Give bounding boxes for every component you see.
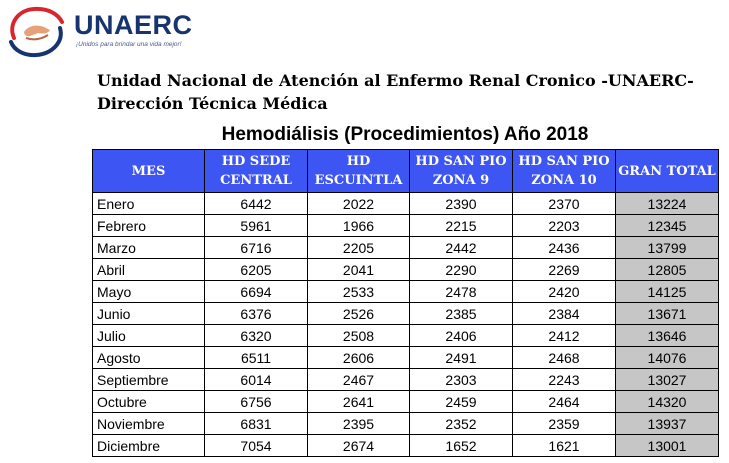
department-title: Dirección Técnica Médica <box>97 94 328 113</box>
value-cell: 6320 <box>205 325 308 347</box>
column-header-line: CENTRAL <box>220 173 292 188</box>
value-cell: 6756 <box>205 391 308 413</box>
unaerc-logo <box>4 4 194 60</box>
value-cell: 2442 <box>410 237 513 259</box>
table-row <box>93 325 719 347</box>
table-row <box>93 259 719 281</box>
month-cell: Diciembre <box>93 435 205 457</box>
value-cell: 6442 <box>205 193 308 215</box>
value-cell: 2674 <box>308 435 410 457</box>
column-header-line: ESCUINTLA <box>314 173 403 188</box>
month-cell: Agosto <box>93 347 205 369</box>
column-header-line: ZONA 10 <box>531 173 597 188</box>
value-cell: 6205 <box>205 259 308 281</box>
column-header-line: ZONA 9 <box>432 173 490 188</box>
value-cell: 1621 <box>513 435 616 457</box>
table-row <box>93 391 719 413</box>
month-cell: Julio <box>93 325 205 347</box>
total-cell: 14125 <box>616 281 719 303</box>
value-cell: 2508 <box>308 325 410 347</box>
month-cell: Febrero <box>93 215 205 237</box>
value-cell: 2436 <box>513 237 616 259</box>
month-cell: Noviembre <box>93 413 205 435</box>
hemodialysis-table <box>92 149 719 457</box>
month-cell: Marzo <box>93 237 205 259</box>
value-cell: 2526 <box>308 303 410 325</box>
value-cell: 7054 <box>205 435 308 457</box>
month-cell: Mayo <box>93 281 205 303</box>
table-row <box>93 413 719 435</box>
value-cell: 2395 <box>308 413 410 435</box>
value-cell: 2467 <box>308 369 410 391</box>
total-cell: 14320 <box>616 391 719 413</box>
value-cell: 2269 <box>513 259 616 281</box>
value-cell: 2606 <box>308 347 410 369</box>
month-cell: Enero <box>93 193 205 215</box>
value-cell: 1966 <box>308 215 410 237</box>
table-row <box>93 193 719 215</box>
value-cell: 2390 <box>410 193 513 215</box>
total-cell: 13001 <box>616 435 719 457</box>
logo-tagline: ¡Unidos para brindar una vida mejor! <box>76 41 182 48</box>
value-cell: 2641 <box>308 391 410 413</box>
value-cell: 2352 <box>410 413 513 435</box>
column-header-line: MES <box>131 163 166 179</box>
value-cell: 6716 <box>205 237 308 259</box>
total-cell: 13646 <box>616 325 719 347</box>
value-cell: 2243 <box>513 369 616 391</box>
column-header-escuintla <box>308 150 410 193</box>
value-cell: 2203 <box>513 215 616 237</box>
value-cell: 2468 <box>513 347 616 369</box>
value-cell: 2533 <box>308 281 410 303</box>
column-header-line: GRAN TOTAL <box>618 163 716 179</box>
value-cell: 2459 <box>410 391 513 413</box>
column-header-line: HD SAN PIO <box>518 154 610 169</box>
logo-wordmark: UNAERC <box>74 10 193 40</box>
table-header-row <box>93 150 719 193</box>
value-cell: 2464 <box>513 391 616 413</box>
total-cell: 13027 <box>616 369 719 391</box>
value-cell: 2290 <box>410 259 513 281</box>
value-cell: 2384 <box>513 303 616 325</box>
column-header-zona-9 <box>410 150 513 193</box>
column-header-line: HD SAN PIO <box>415 154 507 169</box>
month-cell: Abril <box>93 259 205 281</box>
value-cell: 2412 <box>513 325 616 347</box>
table-row <box>93 215 719 237</box>
total-cell: 13937 <box>616 413 719 435</box>
column-header-line: HD <box>346 154 371 169</box>
value-cell: 6014 <box>205 369 308 391</box>
kidney-hands-icon <box>4 4 68 60</box>
value-cell: 2370 <box>513 193 616 215</box>
total-cell: 13671 <box>616 303 719 325</box>
month-cell: Junio <box>93 303 205 325</box>
value-cell: 2215 <box>410 215 513 237</box>
value-cell: 6831 <box>205 413 308 435</box>
value-cell: 2359 <box>513 413 616 435</box>
column-header-line: HD SEDE <box>221 154 291 169</box>
value-cell: 2478 <box>410 281 513 303</box>
total-cell: 13224 <box>616 193 719 215</box>
column-header-gran-total <box>616 150 719 193</box>
value-cell: 6511 <box>205 347 308 369</box>
value-cell: 6694 <box>205 281 308 303</box>
table-row <box>93 237 719 259</box>
table-row <box>93 347 719 369</box>
month-cell: Octubre <box>93 391 205 413</box>
value-cell: 2022 <box>308 193 410 215</box>
value-cell: 2420 <box>513 281 616 303</box>
value-cell: 2041 <box>308 259 410 281</box>
table-row <box>93 281 719 303</box>
value-cell: 2385 <box>410 303 513 325</box>
total-cell: 12345 <box>616 215 719 237</box>
column-header-zona-10 <box>513 150 616 193</box>
column-header-mes <box>93 150 205 193</box>
value-cell: 2303 <box>410 369 513 391</box>
value-cell: 2205 <box>308 237 410 259</box>
table-title: Hemodiálisis (Procedimientos) Año 2018 <box>221 124 589 145</box>
value-cell: 1652 <box>410 435 513 457</box>
column-header-sede-central <box>205 150 308 193</box>
table-row <box>93 369 719 391</box>
month-cell: Septiembre <box>93 369 205 391</box>
total-cell: 12805 <box>616 259 719 281</box>
total-cell: 13799 <box>616 237 719 259</box>
value-cell: 5961 <box>205 215 308 237</box>
value-cell: 2406 <box>410 325 513 347</box>
total-cell: 14076 <box>616 347 719 369</box>
table-row <box>93 303 719 325</box>
table-row <box>93 435 719 457</box>
value-cell: 2491 <box>410 347 513 369</box>
institution-title: Unidad Nacional de Atención al Enfermo Renal Cronico -UNAERC- <box>97 71 694 90</box>
value-cell: 6376 <box>205 303 308 325</box>
table-body <box>93 193 719 457</box>
